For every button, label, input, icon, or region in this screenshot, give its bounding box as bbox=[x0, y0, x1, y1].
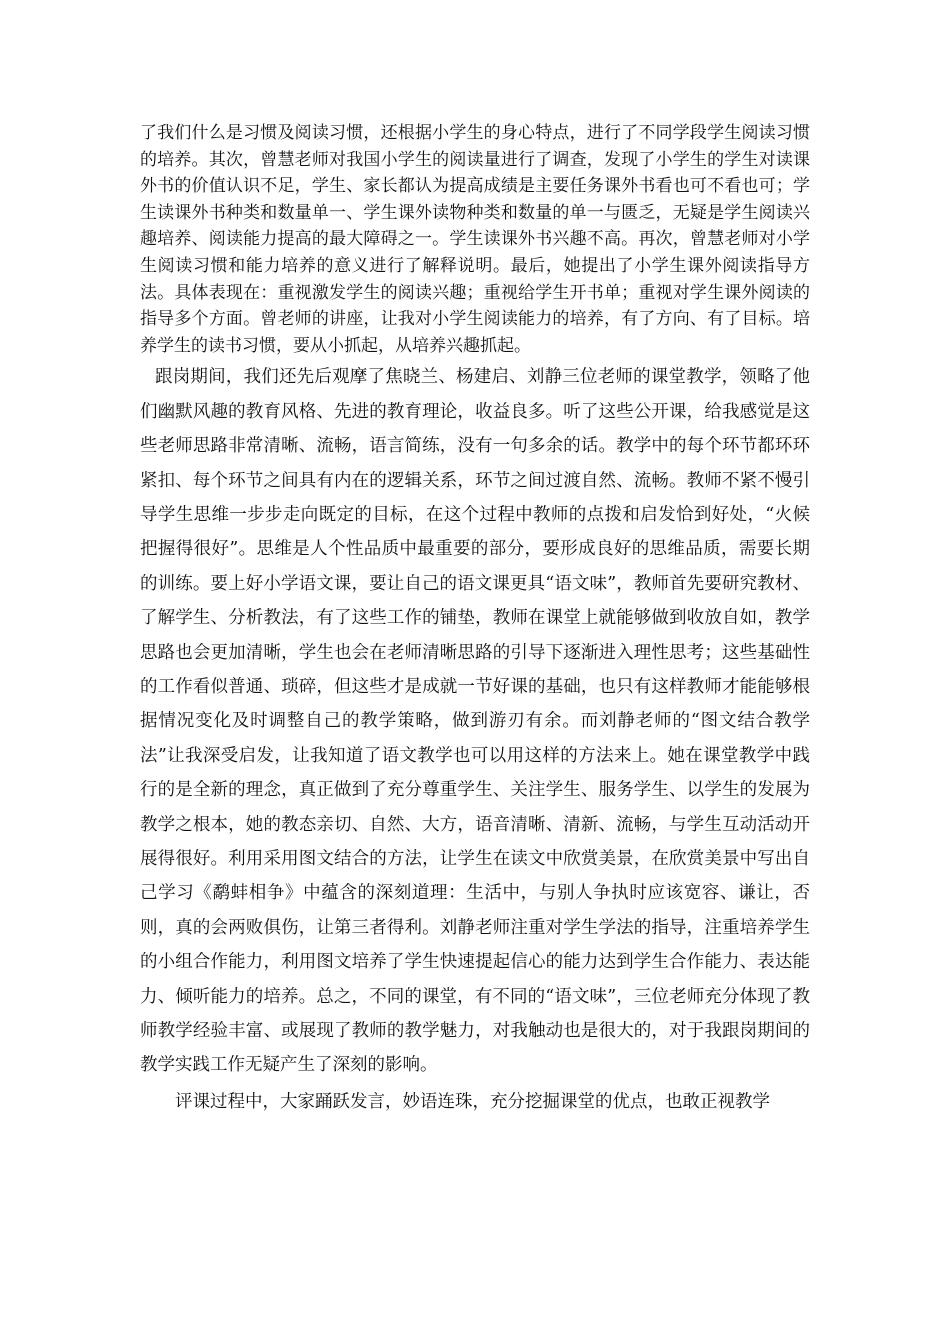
paragraph-classroom-observation: 跟岗期间，我们还先后观摩了焦晓兰、杨建启、刘静三位老师的课堂教学，领略了他们幽默风趣的教育风格、先进的教育理论，收益良多。听了这些公开课，给我感觉是这些老师思路非常清晰、流畅，语言简练，没有一句多余的话。教学中的每个环节都环环紧扣、每个环节之间具有内在的逻辑关系，环节之间过渡自然、流畅。教师不紧不慢引导学生思维一步步走向既定的目标，在这个过程中教师的点拨和启发恰到好处，“火候把握得很好”。思维是人个性品质中最重要的部分，要形成良好的思维品质，需要长期的训练。要上好小学语文课，要让自己的语文课更具“语文味”，教师首先要研究教材、了解学生、分析教法，有了这些工作的铺垫，教师在课堂上就能够做到收放自如，教学思路也会更加清晰，学生也会在老师清晰思路的引导下逐渐进入理性思考；这些基础性的工作看似普通、琐碎，但这些才是成就一节好课的基础，也只有这样教师才能能够根据情况变化及时调整自己的教学策略，做到游刃有余。而刘静老师的“图文结合教学法”让我深受启发，让我知道了语文教学也可以用这样的方法来上。她在课堂教学中践行的是全新的理念，真正做到了充分尊重学生、关注学生、服务学生、以学生的发展为教学之根本，她的教态亲切、自然、大方，语音清晰、清新、流畅，与学生互动活动开展得很好。利用采用图文结合的方法，让学生在读文中欣赏美景，在欣赏美景中写出自己学习《鹬蚌相争》中蕴含的深刻道理：生活中，与别人争执时应该宽容、谦让，否则，真的会两败俱伤，让第三者得利。刘静老师注重对学生学法的指导，注重培养学生的小组合作能力，利用图文培养了学生快速提起信心的能力达到学生合作能力、表达能力、倾听能力的培养。总之，不同的课堂，有不同的“语文味”，三位老师充分体现了教师教学经验丰富、或展现了教师的教学魅力，对我触动也是很大的，对于我跟岗期间的教学实践工作无疑产生了深刻的影响。 bbox=[140, 367, 810, 1076]
document-page bbox=[140, 120, 810, 1119]
paragraph-lesson-review: 评课过程中，大家踊跃发言，妙语连珠，充分挖掘课堂的优点，也敢正视教学 bbox=[175, 1091, 770, 1112]
paragraph-reading-habits: 了我们什么是习惯及阅读习惯，还根据小学生的身心特点，进行了不同学段学生阅读习惯的培养。其次，曾慧老师对我国小学生的阅读量进行了调查，发现了小学生的学生对读课外书的价值认识不足，学生、家长都认为提高成绩是主要任务课外书看也可不看也可；学生读课外书种类和数量单一、学生课外读物种类和数量的单一与匮乏，无疑是学生阅读兴趣培养、阅读能力提高的最大障碍之一。学生读课外书兴趣不高。再次，曾慧老师对小学生阅读习惯和能力培养的意义进行了解释说明。最后，她提出了小学生课外阅读指导方法。具体表现在：重视激发学生的阅读兴趣；重视给学生开书单；重视对学生课外阅读的指导多个方面。曾老师的讲座，让我对小学生阅读能力的培养，有了方向、有了目标。培养学生的读书习惯，要从小抓起，从培养兴趣抓起。 bbox=[140, 123, 810, 356]
